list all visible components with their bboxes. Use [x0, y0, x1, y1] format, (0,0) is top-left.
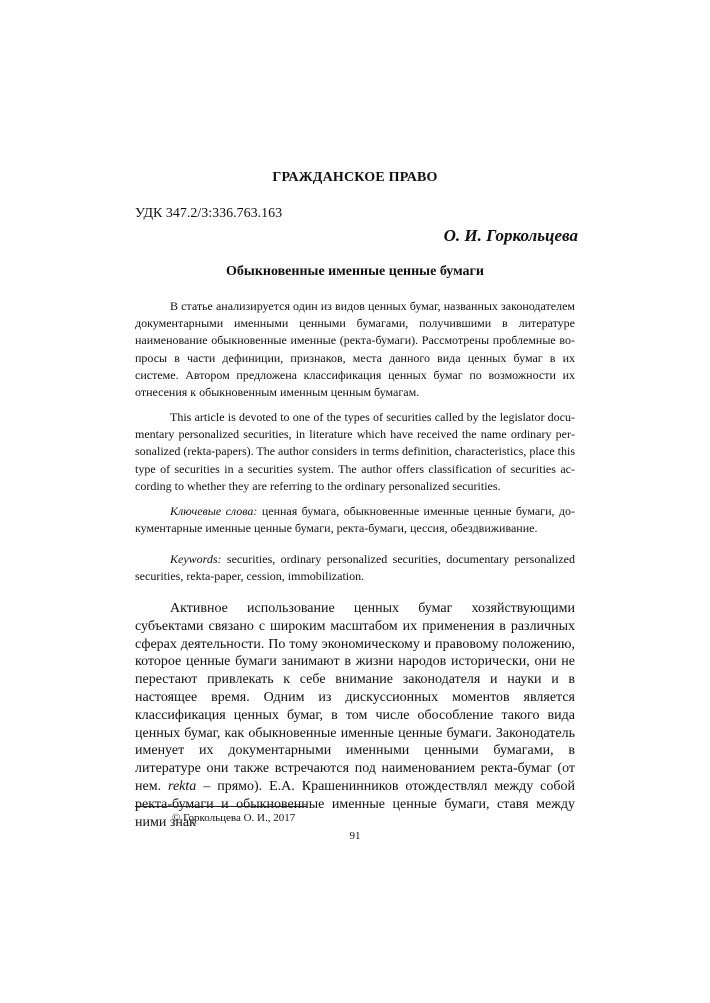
page-number: 91 — [349, 830, 361, 842]
author-name: О. И. Горкольцева — [443, 226, 578, 245]
body-text-before: Активное использование ценных бумаг хозяйствующими субъектами связано с широким масштабом их применения в различных сферах деятельности. По тому экономическому и правовому положению, которое ценные бумаги занимают в жизни народов исторически, они не перестают привлекать к себе внимание законодателя и науки и в настоящее время. Одним из дискуссионных моментов является классификация ценных бумаг, в том числе обособление такого вида ценных бумаг, как обыкновенные именные ценные бумаги. Законодатель именует их документарными именными ценными бумагами, в литературе они также встречаются под наименованием ректа-бумаг (от нем. — [135, 601, 575, 794]
keywords-en-label: Keywords: — [170, 552, 222, 566]
keywords-en — [135, 551, 575, 585]
section-heading: ГРАЖДАНСКОЕ ПРАВО — [272, 170, 438, 185]
keywords-ru — [135, 503, 575, 537]
keywords-ru-text: ценная бумага, обыкновенные именные ценные бумаги, документарные именные ценные бумаги, ректа-бумаги, цессия, обездвиживание. — [135, 504, 576, 536]
body-italic-word: rekta — [168, 778, 197, 794]
abstract-en: This article is devoted to one of the types of securities called by the legislator documentary personalized securities, in literature which have received the name ordinary personalized (rekta-papers). The author considers in terms definition, characteristics, place this type of securities in a securities system. The author offers classification of securities according to whether they are referring to the ordinary personalized securities. — [135, 410, 575, 493]
body-text-after: – прямо). Е.А. Крашенинников отождествлял между собой ректа-бумаги и обыкновенные именные ценные бумаги, ставя между ними знак — [135, 778, 575, 830]
abstract-ru: В статье анализируется один из видов ценных бумаг, названных законодателем документарными именными ценными бумагами, получившими в литературе наименование обыкновенные именные (ректа-бумаги). Рассмотрены проблемные вопросы в части дефиниции, признаков, места данного вида ценных бумаг в их системе. Автором предложена классификация ценных бумаг по возможности их отнесения к обыкновенным именным ценным бумагам. — [135, 299, 575, 400]
keywords-en-text: securities, ordinary personalized securities, documentary personalized securities, rekta-paper, cession, immobilization. — [135, 552, 575, 584]
article-title: Обыкновенные именные ценные бумаги — [226, 264, 484, 279]
body-paragraph — [135, 600, 575, 831]
keywords-ru-label: Ключевые слова: — [170, 504, 258, 518]
footnote-divider — [135, 806, 307, 807]
copyright-footnote: © Горкольцева О. И., 2017 — [172, 812, 296, 824]
udc-code: УДК 347.2/3:336.763.163 — [135, 206, 283, 221]
